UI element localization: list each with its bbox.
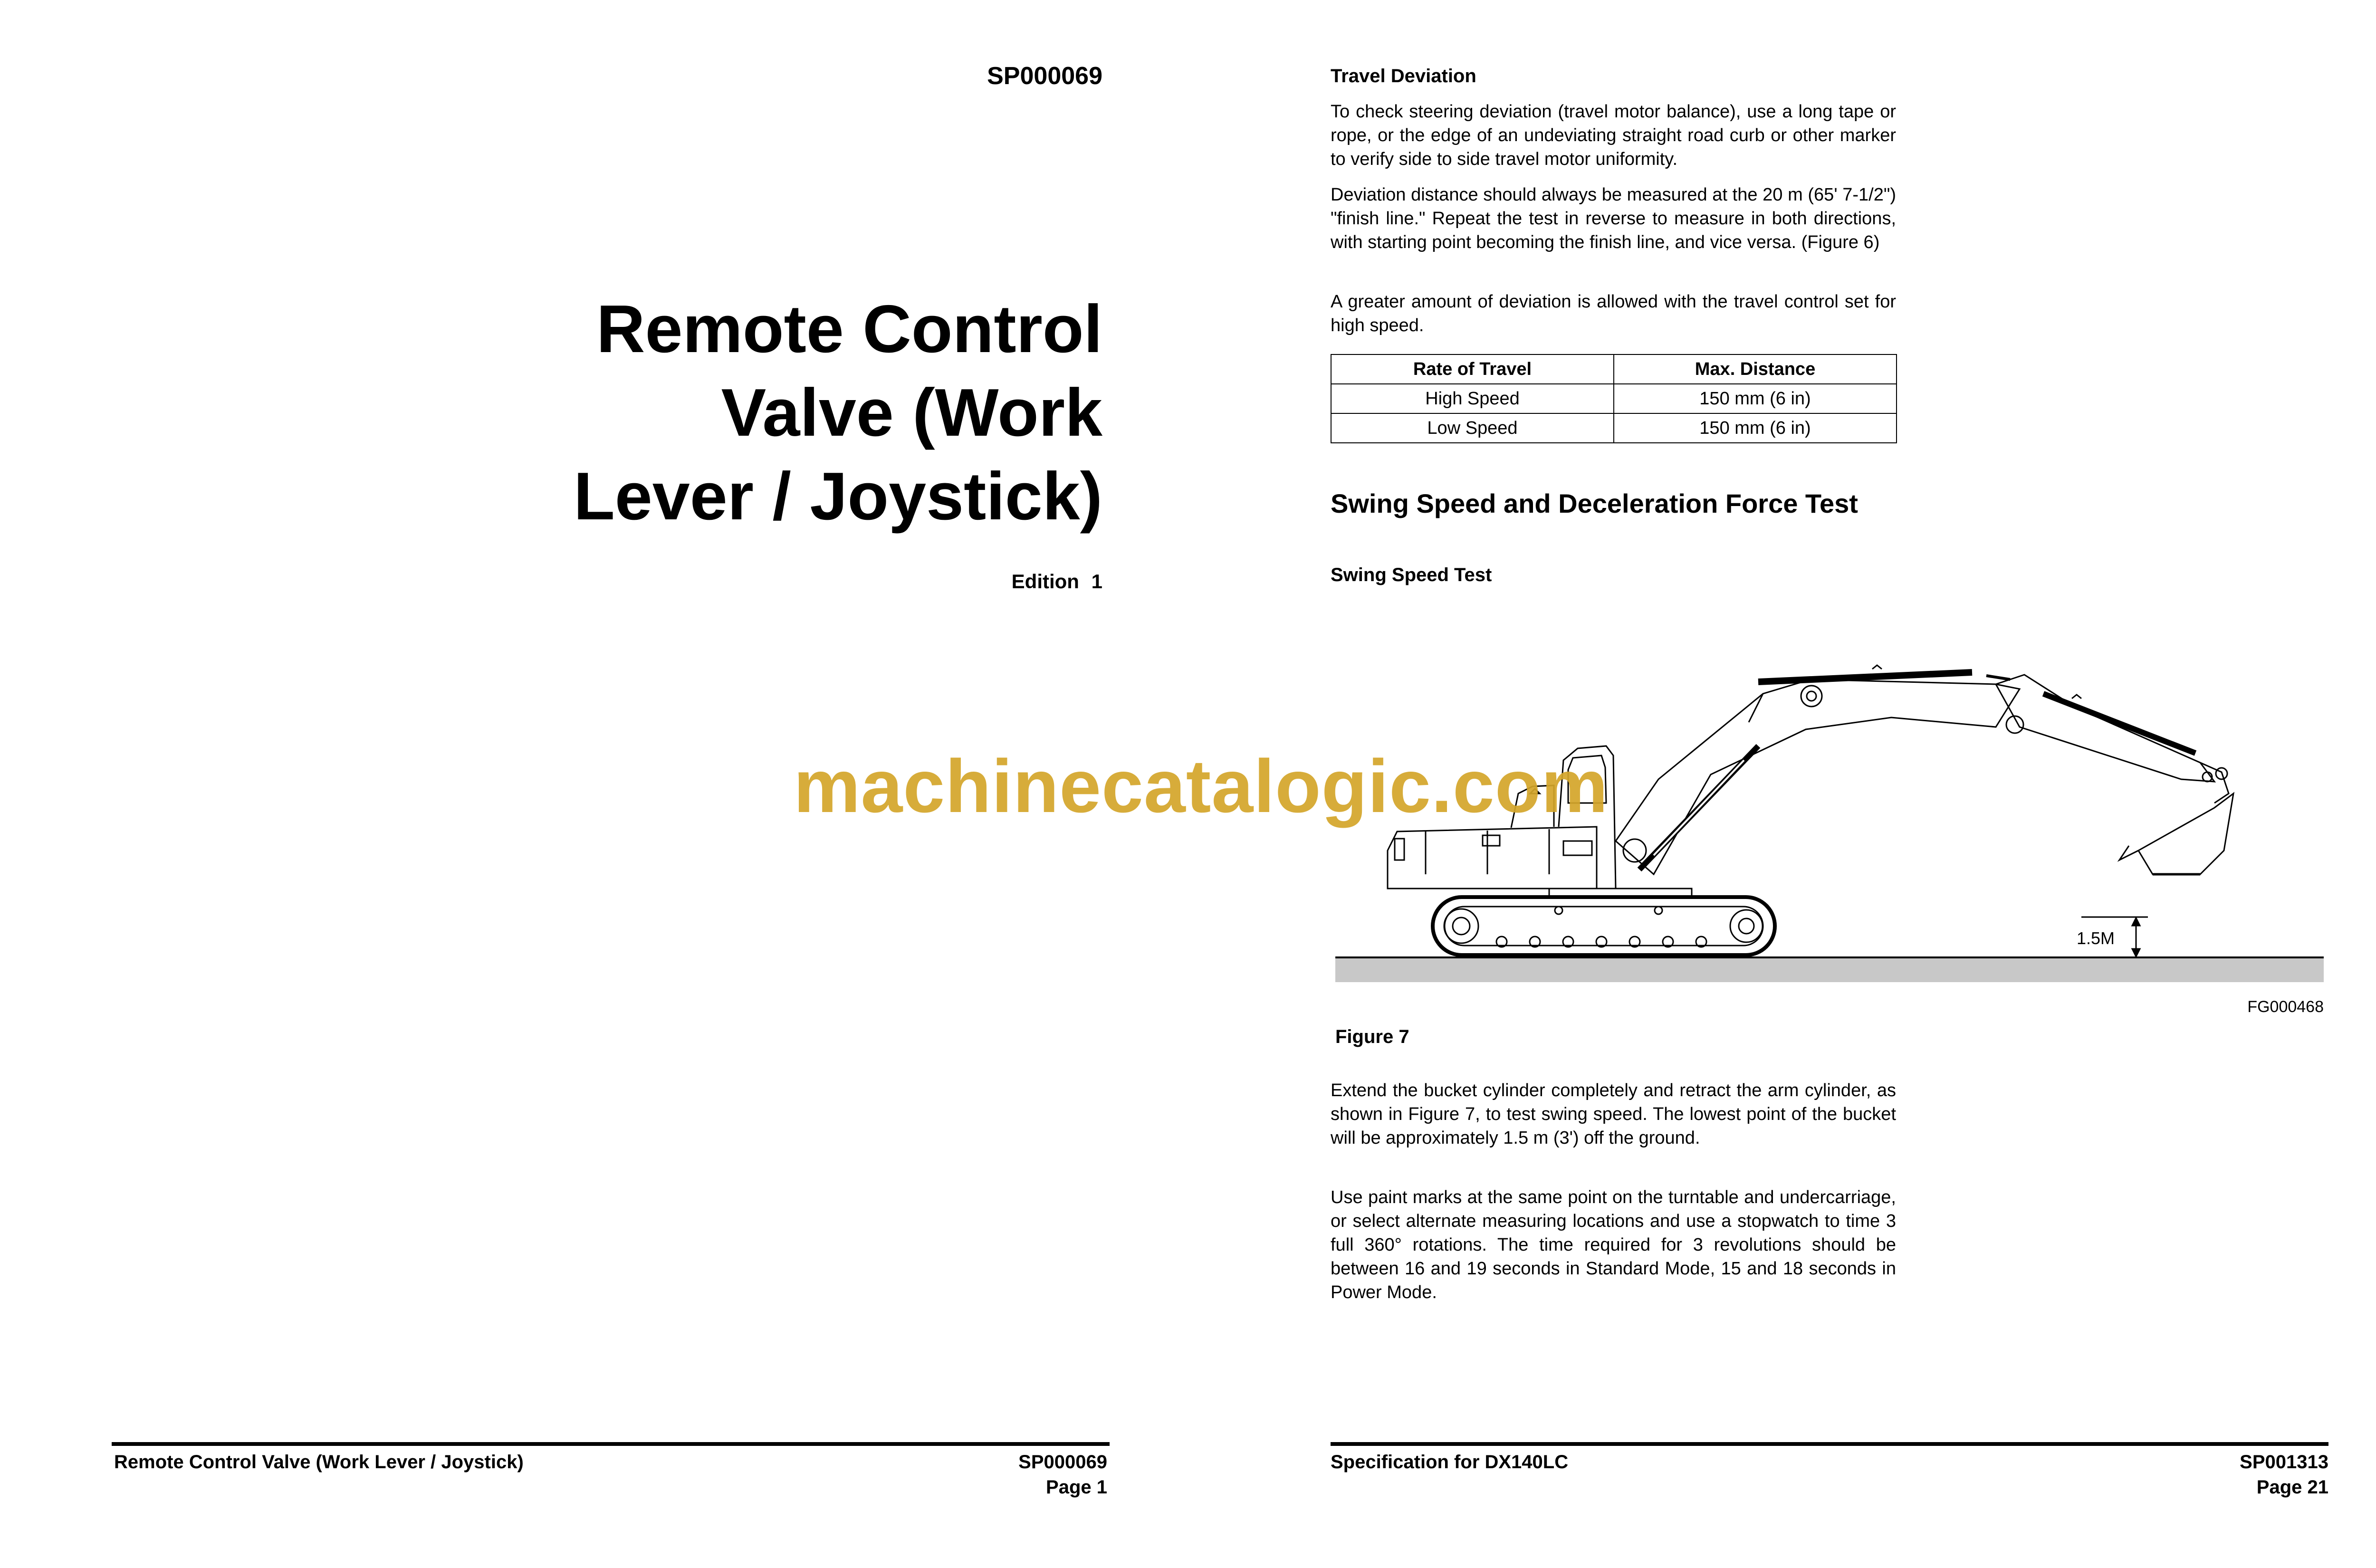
table-header-cell: Rate of Travel [1331, 354, 1614, 384]
title-line: Remote Control [596, 291, 1102, 367]
paragraph: Extend the bucket cylinder completely and retract the arm cylinder, as shown in Figure 7, to test swing speed. The lowest point of the bucket will be approximately 1.5 m (3') off the ground. [1331, 1080, 1896, 1148]
arm-icon [1996, 675, 2214, 782]
table-cell: 150 mm (6 in) [1614, 384, 1897, 413]
table-header-cell: Max. Distance [1614, 354, 1897, 384]
footer-title: Remote Control Valve (Work Lever / Joystick) [114, 1452, 524, 1472]
dimension-arrow-up-icon [2132, 918, 2140, 926]
bucket-icon [2138, 794, 2233, 874]
arm-cylinder [1758, 672, 1972, 682]
figure-caption: Figure 7 [1335, 1026, 1409, 1047]
carrier-roller-icon [1655, 907, 1662, 914]
footer-page-number: Page 21 [2256, 1477, 2328, 1498]
paragraph: A greater amount of deviation is allowed with the travel control set for high speed. [1331, 292, 1896, 335]
section-heading-travel-deviation: Travel Deviation [1331, 66, 1476, 86]
watermark: machinecatalogic.com [794, 745, 1609, 828]
travel-deviation-table [1331, 354, 1897, 443]
bucket-tooth-icon [2119, 846, 2138, 860]
paragraph: Deviation distance should always be measured at the 20 m (65' 7-1/2") "finish line." Repeat the test in reverse to measure in both directions, with starting point becoming the finish line, and vice versa. (Figure 6) [1331, 185, 1896, 252]
height-label: 1.5M [2076, 928, 2115, 948]
table-row [1331, 384, 1897, 413]
footer-page-number: Page 1 [1046, 1477, 1107, 1498]
page-title [475, 287, 1102, 538]
idler-icon [1730, 910, 1763, 942]
table-cell: 150 mm (6 in) [1614, 413, 1897, 443]
cylinder-clip [2072, 695, 2081, 698]
table-header-row [1331, 354, 1897, 384]
section-heading-swing: Swing Speed and Deceleration Force Test [1331, 488, 1858, 518]
boom-pivot-hub [1807, 691, 1816, 701]
boom-edge [1749, 694, 1763, 722]
paragraph: Use paint marks at the same point on the turntable and undercarriage, or select alternate measuring locations and use a stopwatch to time 3 full 360° rotations. The time required for 3 revolutions should be between 16 and 19 seconds in Standard Mode, 15 and 18 seconds in Power Mode. [1331, 1187, 1896, 1302]
excavator-figure [1331, 651, 2338, 1031]
footer-title: Specification for DX140LC [1331, 1452, 1569, 1472]
counterweight-detail [1395, 839, 1404, 860]
table-cell: High Speed [1331, 384, 1614, 413]
dimension-arrow-down-icon [2132, 949, 2140, 956]
sprocket-icon [1444, 909, 1478, 943]
footer-rule [1331, 1442, 2328, 1446]
title-line: Lever / Joystick) [574, 459, 1102, 534]
subheading-swing-speed-test: Swing Speed Test [1331, 564, 1492, 585]
hood-vent [1483, 835, 1500, 846]
arm-cylinder-rod [1986, 676, 2010, 679]
footer-rule [112, 1442, 1110, 1446]
sprocket-hub [1453, 918, 1470, 935]
footer-doc-id: SP000069 [1018, 1452, 1107, 1472]
bucket-cylinder [2043, 694, 2195, 753]
edition-label: Edition 1 [1011, 570, 1102, 593]
boom-icon [1616, 679, 2020, 874]
idler-hub [1739, 918, 1754, 934]
boom-pivot-icon [1801, 686, 1822, 707]
document-id: SP000069 [987, 62, 1102, 90]
figure-id: FG000468 [2247, 998, 2324, 1016]
table-cell: Low Speed [1331, 413, 1614, 443]
step [1563, 841, 1592, 855]
footer-doc-id: SP001313 [2240, 1452, 2328, 1472]
paragraph: To check steering deviation (travel motor balance), use a long tape or rope, or the edge of an undeviating straight road curb or other marker to verify side to side travel motor uniformity. [1331, 102, 1896, 169]
boom-cylinder-rod [1654, 760, 1744, 855]
table-row [1331, 413, 1897, 443]
ground-strip [1335, 957, 2324, 982]
track-inner [1445, 907, 1763, 946]
carrier-roller-icon [1555, 907, 1562, 914]
title-line: Valve (Work [721, 375, 1102, 450]
cylinder-clip [1872, 665, 1882, 669]
